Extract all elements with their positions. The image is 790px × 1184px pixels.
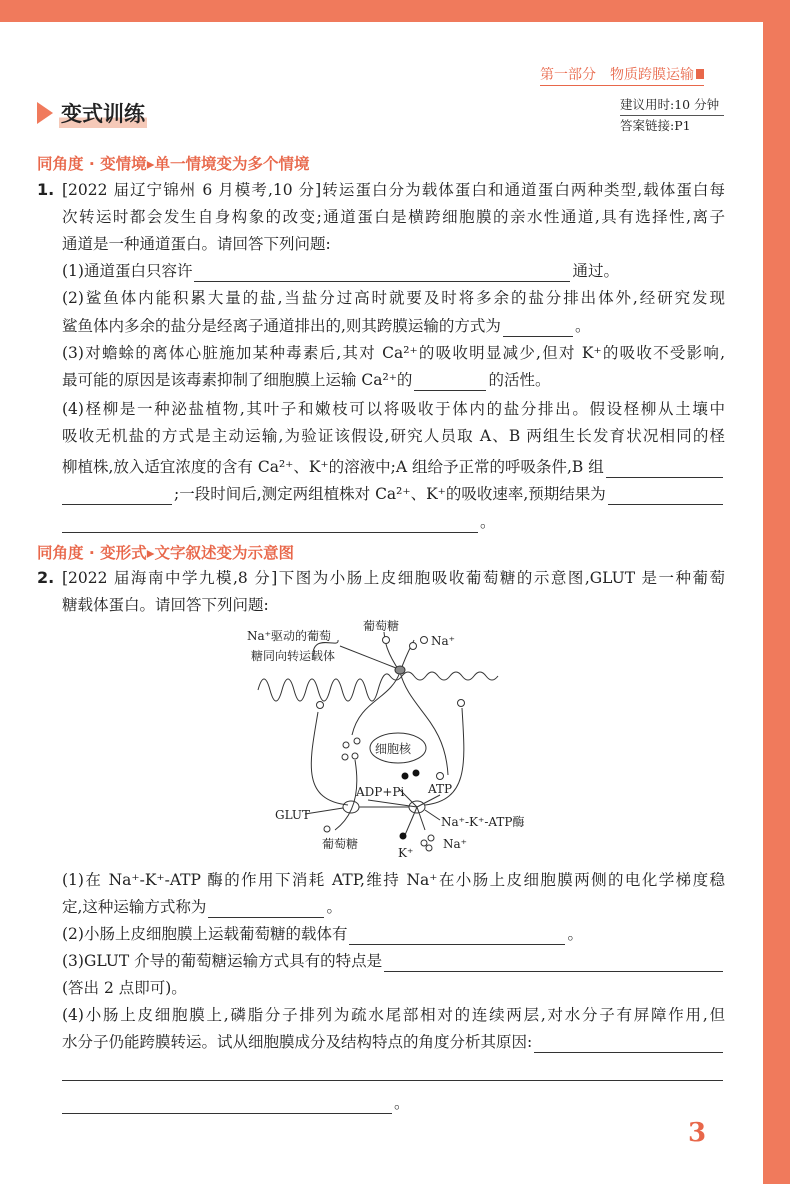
q1-sub2: (2)鲨鱼体内能积累大量的盐,当盐分过高时就要及时将多余的盐分排出体外,经研究发现 [62, 289, 725, 307]
label-adp: ADP+Pi [356, 785, 405, 799]
q1-sub3: (3)对蟾蜍的离体心脏施加某种毒素后,其对 Ca²⁺的吸收明显减少,但对 K⁺的吸收不受影响, [62, 344, 725, 362]
q2-sub4-cont: 。 [62, 1092, 725, 1114]
question-number: 2. [37, 568, 55, 587]
answer-blank[interactable] [384, 955, 723, 972]
label-cotransporter: 糖同向转运载体 [251, 649, 336, 663]
question-number: 1. [37, 180, 55, 199]
q1-sub2-cont: 鲨鱼体内多余的盐分是经离子通道排出的,则其跨膜运输的方式为 。 [62, 317, 591, 335]
answer-blank[interactable] [62, 488, 172, 505]
answer-blank[interactable] [208, 901, 324, 918]
cell-membrane [258, 672, 498, 701]
q1-sub4-cont: 吸收无机盐的方式是主动运输,为验证该假设,研究人员取 A、B 两组生长发育状况相同的柽 [62, 427, 725, 445]
label-glucose: 葡萄糖 [363, 619, 400, 633]
label-cotransporter: Na⁺驱动的葡萄 [247, 629, 331, 643]
answer-blank[interactable] [62, 1064, 723, 1081]
label-atp: ATP [428, 782, 453, 796]
label-nucleus: 细胞核 [375, 742, 412, 756]
answer-blank[interactable] [62, 516, 478, 533]
q2-line: 糖载体蛋白。请回答下列问题: [62, 596, 269, 614]
q2-line: [2022 届海南中学九模,8 分]下图为小肠上皮细胞吸收葡萄糖的示意图,GLUT 是一种葡萄 [62, 569, 725, 587]
q2-sub1: (1)在 Na⁺-K⁺-ATP 酶的作用下消耗 ATP,维持 Na⁺在小肠上皮细胞膜两侧的电化学梯度稳 [62, 871, 725, 889]
page-number: 3 [688, 1118, 707, 1148]
q1-line: 次转运时都会发生自身构象的改变;通道蛋白是横跨细胞膜的亲水性通道,具有选择性,离子 [62, 208, 725, 226]
q1-sub4-cont: 柳植株,放入适宜浓度的含有 Ca²⁺、K⁺的溶液中;A 组给予正常的呼吸条件,B 组 [62, 456, 725, 478]
answer-blank[interactable] [503, 320, 573, 337]
label-na: Na⁺ [431, 634, 455, 648]
answer-blank[interactable] [194, 265, 570, 282]
q2-sub1-cont: 定,这种运输方式称为 。 [62, 898, 342, 916]
q2-sub4-cont [62, 1059, 725, 1081]
corner-mark-icon [696, 69, 704, 79]
label-glut: GLUT [275, 808, 311, 822]
q2-sub4-cont: 水分子仍能跨膜转运。试从细胞膜成分及结构特点的角度分析其原因: [62, 1031, 725, 1053]
part-header: 第一部分 物质跨膜运输 [540, 64, 704, 86]
q2-sub3: (3)GLUT 介导的葡萄糖运输方式具有的特点是 [62, 950, 725, 972]
answer-blank[interactable] [606, 461, 723, 478]
q1-sub4: (4)柽柳是一种泌盐植物,其叶子和嫩枝可以将吸收于体内的盐分排出。假设柽柳从土壤中 [62, 400, 725, 418]
q1-sub4-cont: ;一段时间后,测定两组植株对 Ca²⁺、K⁺的吸收速率,预期结果为 [62, 483, 725, 505]
answer-blank[interactable] [534, 1036, 723, 1053]
q1-line: [2022 届辽宁锦州 6 月模考,10 分]转运蛋白分为载体蛋白和通道蛋白两种类型,载体蛋白每 [62, 181, 725, 199]
answer-blank[interactable] [349, 928, 565, 945]
triangle-icon [37, 102, 53, 124]
answer-blank[interactable] [62, 1097, 392, 1114]
answer-blank[interactable] [608, 488, 723, 505]
q1-sub1: (1)通道蛋白只容许 通过。 [62, 262, 619, 280]
q1-sub4-cont: 。 [62, 511, 725, 533]
label-glucose: 葡萄糖 [322, 837, 359, 851]
section-title: 变式训练 [37, 98, 147, 128]
answer-link[interactable]: 答案链接:P1 [620, 118, 691, 133]
q2-sub4: (4)小肠上皮细胞膜上,磷脂分子排列为疏水尾部相对的连续两层,对水分子有屏障作用,但 [62, 1006, 725, 1024]
suggested-time: 建议用时:10 分钟 [620, 95, 724, 116]
section-heading-2: 同角度 · 变形式▸文字叙述变为示意图 [37, 544, 294, 562]
label-k: K⁺ [398, 846, 414, 860]
cotransporter [395, 666, 405, 674]
q1-line: 通道是一种通道蛋白。请回答下列问题: [62, 235, 331, 253]
label-pump: Na⁺-K⁺-ATP酶 [441, 815, 525, 829]
label-na: Na⁺ [443, 837, 467, 851]
section-heading-1: 同角度 · 变情境▸单一情境变为多个情境 [37, 155, 310, 173]
q2-sub2: (2)小肠上皮细胞膜上运载葡萄糖的载体有 。 [62, 925, 583, 943]
answer-blank[interactable] [414, 374, 486, 391]
glucose-absorption-diagram [230, 610, 525, 870]
q2-sub3-cont: (答出 2 点即可)。 [62, 979, 187, 997]
q1-sub3-cont: 最可能的原因是该毒素抑制了细胞膜上运输 Ca²⁺的 的活性。 [62, 371, 551, 389]
